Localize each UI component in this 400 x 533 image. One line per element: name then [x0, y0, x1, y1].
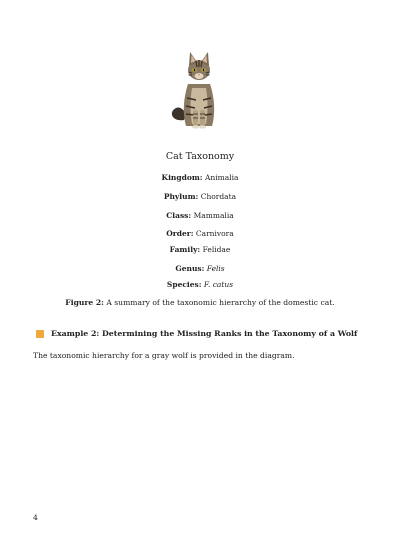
rank-value: Felidae: [202, 245, 231, 254]
rank-value: Felis: [206, 264, 225, 273]
rank-family: [0, 245, 400, 254]
rank-value: Chordata: [200, 192, 237, 201]
rank-label: Family:: [169, 245, 201, 254]
rank-phylum: [0, 192, 400, 201]
rank-label: Kingdom:: [161, 173, 203, 182]
figure-caption: [0, 298, 400, 307]
rank-label: Genus:: [175, 264, 205, 273]
rank-genus: [0, 264, 400, 273]
rank-label: Order:: [166, 229, 194, 238]
example-marker-icon: [36, 330, 44, 338]
example-heading-text: Example 2: Determining the Missing Ranks in the Taxonomy of a Wolf: [51, 329, 358, 338]
rank-value: Mammalia: [193, 211, 234, 220]
rank-class: [0, 211, 400, 220]
rank-label: Species:: [166, 280, 202, 289]
example-intro: The taxonomic hierarchy for a gray wolf is provided in the diagram.: [33, 351, 295, 360]
cat-photo: [166, 40, 232, 132]
page-number: 4: [33, 513, 38, 522]
rank-value: F. catus: [203, 280, 234, 289]
rank-order: [0, 229, 400, 238]
rank-species: [0, 280, 400, 289]
rank-label: Phylum:: [163, 192, 199, 201]
example-heading: [36, 329, 357, 338]
caption-label: Figure 2:: [65, 298, 104, 307]
rank-kingdom: [0, 173, 400, 182]
rank-label: Class:: [166, 211, 192, 220]
caption-text: A summary of the taxonomic hierarchy of the domestic cat.: [106, 298, 335, 307]
rank-value: Animalia: [204, 173, 239, 182]
figure-title: Cat Taxonomy: [165, 151, 235, 162]
rank-value: Carnivora: [195, 229, 234, 238]
